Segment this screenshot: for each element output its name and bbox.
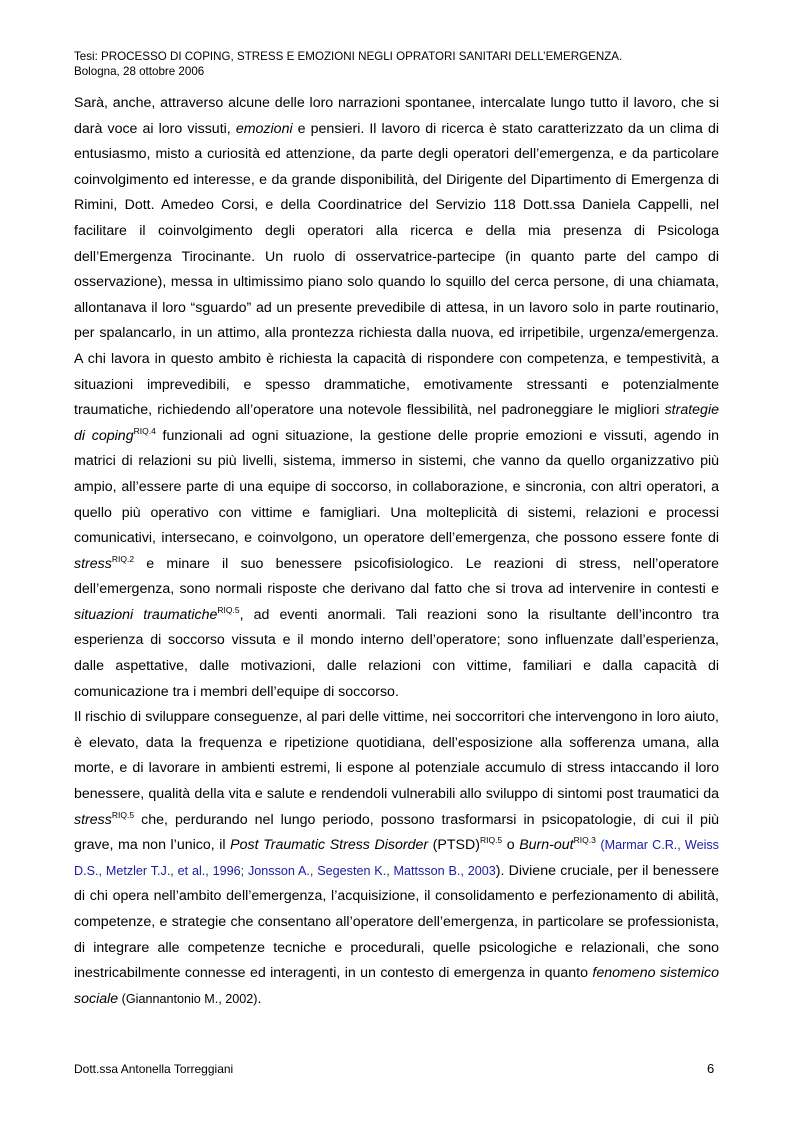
emphasis-situazioni-traumatiche: situazioni traumatiche <box>74 606 218 623</box>
page-header <box>74 49 622 79</box>
citation: (Giannantonio M., 2002) <box>118 991 258 1006</box>
emphasis-emozioni: emozioni <box>235 120 293 137</box>
emphasis-stress: stress <box>74 555 112 572</box>
emphasis-strategie-coping: strategie di coping <box>74 402 719 444</box>
paragraph-1: Sarà, anche, attraverso alcune delle loro narrazioni spontanee, intercalate lungo tutto il lavoro, che si darà voce ai loro vissuti, emozioni e pensieri. Il lavoro di ricerca è stato caratterizzato da un clima di entusiasmo, misto a curiosità ed attenzione, da parte degli operatori dell’emergenza, e da particolare coinvolgimento ed interesse, e da grande disponibilità, del Dirigente del Dipartimento di Emergenza di Rimini, Dott. Amedeo Corsi, e della Coordinatrice del Servizio 118 Dott.ssa Daniela Cappelli, nel facilitare il coinvolgimento degli operatori alla ricerca e della mia presenza di Psicologa dell’Emergenza Tirocinante. Un ruolo di osservatrice-partecipe (in quanto parte del campo di osservazione), messa in ultimissimo piano solo quando lo squillo del cerca persone, di una chiamata, allontanava il loro “sguardo” ad un presente prevedibile di attesa, in un lavoro solo in parte routinario, per spalancarlo, in un attimo, alla prontezza richiesta dalla nuova, ed irripetibile, urgenza/emergenza. A chi lavora in questo ambito è richiesta la capacità di rispondere con competenza, e tempestività, a situazioni imprevedibili, e spesso drammatiche, emotivamente stressanti e potenzialmente traumatiche, richiedendo all’operatore una notevole flessibilità, nel padroneggiare le migliori strategie di coping$^{RIQ.4}$ funzionali ad ogni situazione, la gestione delle proprie emozioni e vissuti, agendo in matrici di relazioni su più livelli, sistema, immerso in sistemi, che vanno da quello organizzativo più ampio, all’essere parte di una equipe di soccorso, in collaborazione, e sincronia, con altri operatori, a quello più operativo con vittime e famigliari. Una molteplicità di sistemi, relazioni e processi comunicativi, intersecano, e coinvolgono, un operatore dell’emergenza, che possono essere fonte di stress$^{RIQ.2}$ e minare il suo benessere psicofisiologico. Le reazioni di stress, nell’operatore dell’emergenza, sono normali risposte che derivano dal fatto che si trova ad intervenire in contesti e situazioni traumatiche$^{RIQ.5}$, ad eventi anormali. Tali reazioni sono la risultante dell’incontro tra esperienza di soccorso vissuta e il mondo interno dell’operatore; sono influenzate dall’esperienza, dalle aspettative, dalle motivazioni, dalle relazioni con vittime, familiari e dalla capacità di comunicazione tra i membri dell’equipe di soccorso. <box>74 95 720 700</box>
superscript-ref: RIQ.5 <box>111 809 135 820</box>
body-text <box>74 91 719 1012</box>
emphasis-fenomeno-sistemico: fenomeno sistemico sociale <box>74 965 719 1007</box>
footer-author: Dott.ssa Antonella Torreggiani <box>74 1062 234 1076</box>
emphasis-stress: stress <box>74 811 112 828</box>
page-number: 6 <box>707 1061 715 1076</box>
emphasis-ptsd: Post Traumatic Stress Disorder <box>230 837 429 854</box>
superscript-ref: RIQ.2 <box>111 553 135 564</box>
superscript-ref: RIQ.4 <box>133 425 156 436</box>
emphasis-burnout: Burn-out <box>519 837 574 854</box>
superscript-ref: RIQ.3 <box>573 835 596 846</box>
paragraph-2: Il rischio di sviluppare conseguenze, al pari delle vittime, nei soccorritori che intervengono in loro aiuto, è elevato, data la frequenza e ripetizione quotidiana, dell’esposizione alla sofferenza umana, alla morte, e di lavorare in ambienti estremi, li espone al potenziale accumulo di stress intaccando il loro benessere, qualità della vita e salute e rendendoli vulnerabili allo sviluppo di sintomi post traumatici da stress$^{RIQ.5}$ che, perdurando nel lungo periodo, possono trasformarsi in psicopatologie, di cui il più grave, ma non l’unico, il Post Traumatic Stress Disorder (PTSD)$^{RIQ.5}$ o Burn-out$^{RIQ.3}$ (Marmar C.R., Weiss D.S., Metzler T.J., et al., 1996; Jonsson A., Segesten K., Mattsson B., 2003). Diviene cruciale, per il benessere di chi opera nell’ambito dell’emergenza, l’acquisizione, il consolidamento e perfezionamento di abilità, competenze, e strategie che consentano all’operatore dell’emergenza, in particolare se professionista, di integrare alle competenze tecniche e procedurali, quelle psicologiche e relazionali, che sono inestricabilmente connesse ed interagenti, in un contesto di emergenza in quanto fenomeno sistemico sociale (Giannantonio M., 2002). <box>74 709 719 1007</box>
thesis-title: Tesi: PROCESSO DI COPING, STRESS E EMOZIONI NEGLI OPRATORI SANITARI DELL’EMERGENZA. <box>74 50 623 63</box>
header-date: Bologna, 28 ottobre 2006 <box>74 65 205 78</box>
reference-link[interactable]: (Marmar C.R., Weiss D.S., Metzler T.J., et al., 1996; Jonsson A., Segesten K., Mattsson B., 2003 <box>74 838 719 878</box>
superscript-ref: RIQ.5 <box>479 835 503 846</box>
superscript-ref: RIQ.5 <box>217 604 240 615</box>
